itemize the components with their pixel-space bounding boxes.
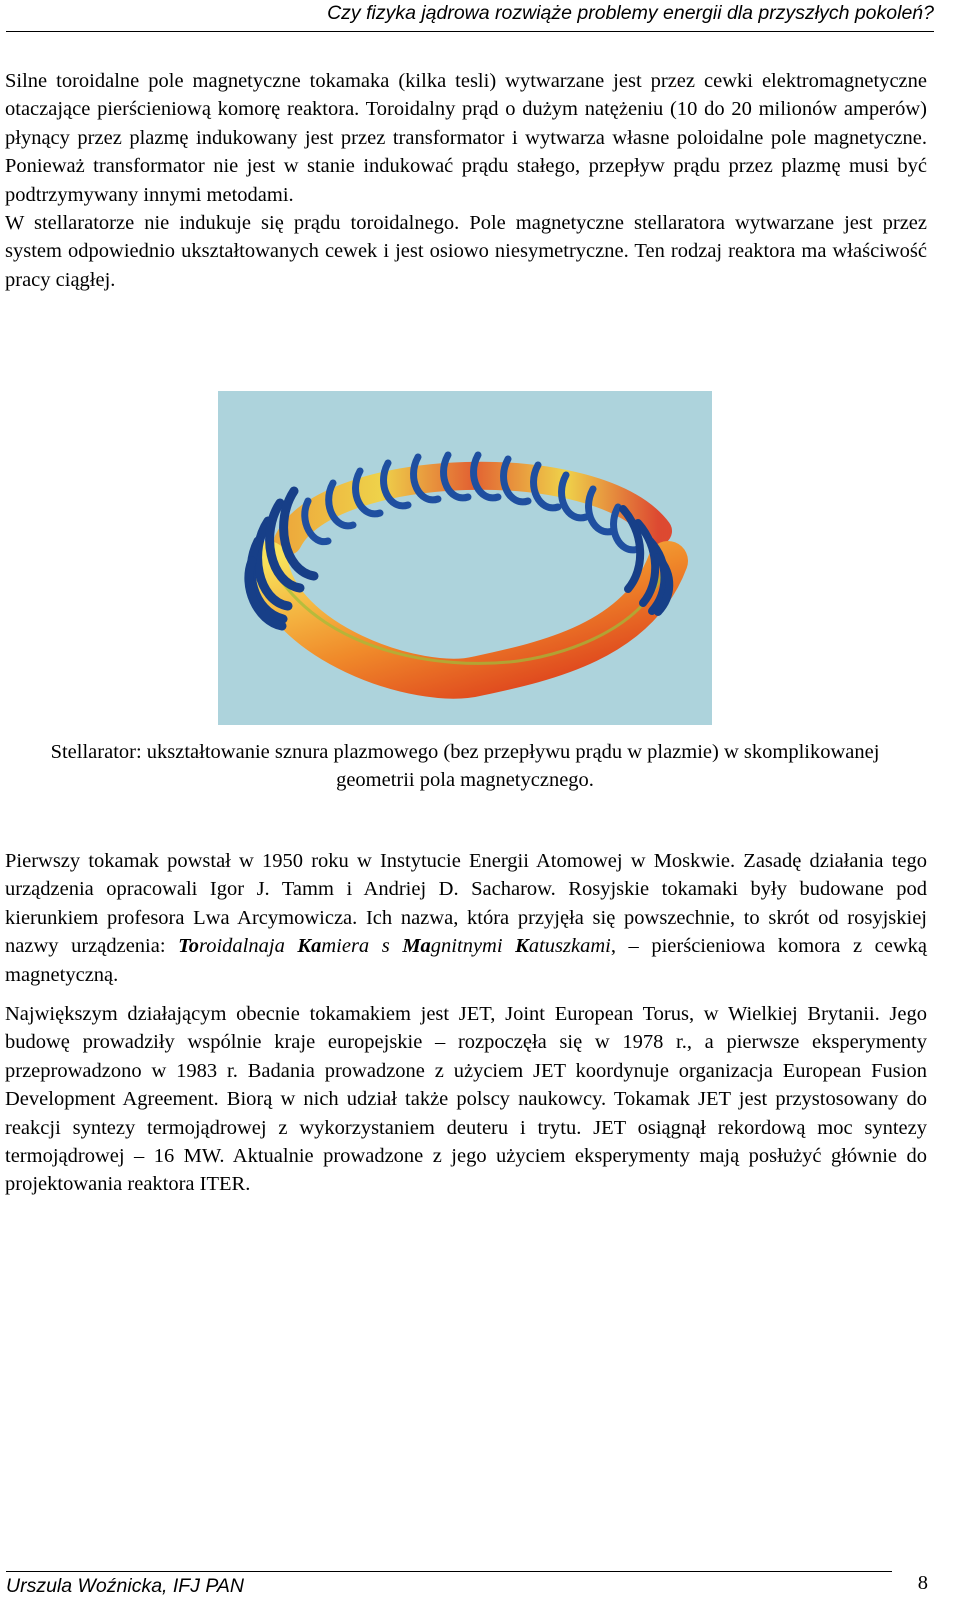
page-header: [0, 0, 934, 30]
acronym-to-rest: roidalnaja: [199, 935, 298, 958]
acronym-ka: Ka: [297, 935, 322, 958]
stellarator-figure: [218, 391, 712, 725]
header-divider: [6, 31, 934, 32]
acronym-ka-rest: miera s: [321, 935, 403, 958]
footer-divider: [6, 1571, 892, 1572]
paragraph-tokamak-field: Silne toroidalne pole magnetyczne tokamaka (kilka tesli) wytwarzane jest przez cewki elektromagnetyczne otaczające pierścieniową komorę reaktora. Toroidalny prąd o dużym natężeniu (10 do 20 milionów amperów) płynący przez plazmę indukowany jest przez transformator i wytwarza własne poloidalne pole magnetyczne. Ponieważ transformator nie jest w stanie indukować prądu stałego, przepływ prądu przez plazmę musi być podtrzymywany innymi metodami.: [5, 70, 927, 206]
figure-caption: Stellarator: ukształtowanie sznura plazmowego (bez przepływu prądu w plazmie) w skomplikowanej geometrii pola magnetycznego.: [50, 741, 880, 792]
paragraph-first-tokamak-text: Pierwszy tokamak powstał w 1950 roku w Instytucie Energii Atomowej w Moskwie. Zasadę działania tego urządzenia opracowali Igor J. Tamm i Andriej D. Sacharow. Rosyjskie tokamaki były budowane pod kierunkiem profesora Lwa Arcymowicza. Ich nazwa, która przyjęła się powszechnie, to skrót od rosyjskiej nazwy urządzenia:: [5, 850, 927, 958]
acronym-to: To: [178, 935, 200, 958]
acronym-k: K: [515, 935, 529, 958]
acronym-k-rest: atuszkami: [528, 935, 611, 958]
paragraph-first-tokamak: [5, 847, 927, 989]
acronym-ma-rest: gnitnymi: [430, 935, 516, 958]
header-title: Czy fizyka jądrowa rozwiąże problemy energii dla przyszłych pokoleń?: [327, 2, 934, 24]
page-number: 8: [917, 1572, 928, 1594]
paragraph-first-tokamak-end: , – pierścieniowa komora z cewką magnetyczną.: [5, 935, 927, 986]
main-text-top: [5, 67, 927, 294]
paragraph-stellarator: W stellaratorze nie indukuje się prądu toroidalnego. Pole magnetyczne stellaratora wytwarzane jest przez system odpowiednio ukształtowanych cewek i jest osiowo niesymetryczne. Ten rodzaj reaktora ma właściwość pracy ciągłej.: [5, 212, 927, 291]
stellarator-illustration: [218, 391, 712, 725]
acronym-ma: Ma: [402, 935, 431, 958]
footer-author: Urszula Woźnicka, IFJ PAN: [6, 1575, 245, 1597]
paragraph-jet: Największym działającym obecnie tokamakiem jest JET, Joint European Torus, w Wielkiej Brytanii. Jego budowę prowadziły wspólnie kraje europejskie – rozpoczęła się w 1978 r., a pierwsze eksperymenty przeprowadzono w 1983 r. Badania prowadzone z użyciem JET koordynuje organizacja European Fusion Development Agreement. Biorą w nich udział także polscy naukowcy. Tokamak JET jest przystosowany do reakcji syntezy termojądrowej z wykorzystaniem deuteru i trytu. JET osiągnął rekordową moc syntezy termojądrowej – 16 MW. Aktualnie prowadzone z jego użyciem eksperymenty mają posłużyć głównie do projektowania reaktora ITER.: [5, 1003, 927, 1196]
main-text-bottom: [5, 847, 927, 1199]
